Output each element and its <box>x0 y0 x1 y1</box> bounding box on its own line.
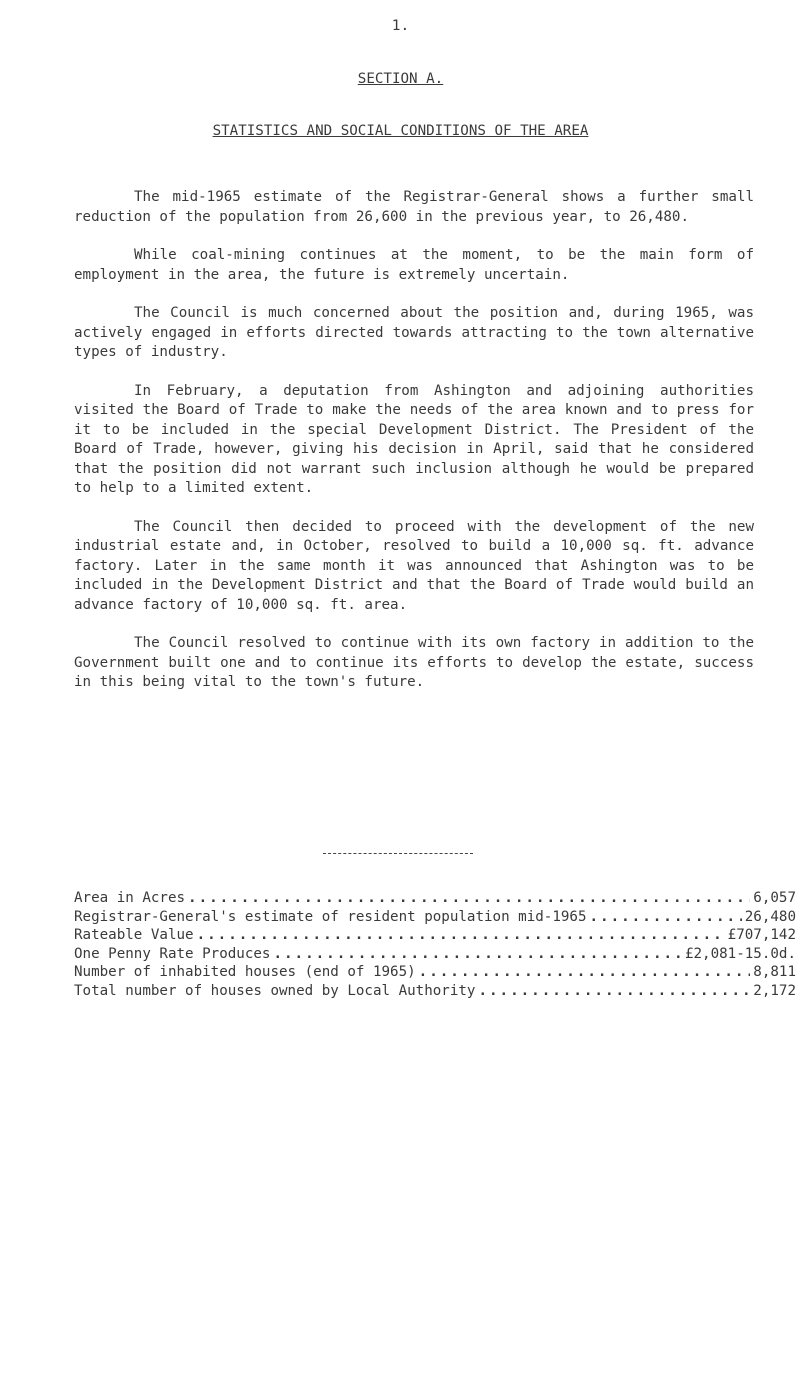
stat-row-authority-houses <box>74 982 796 1001</box>
dot-leader <box>188 889 750 908</box>
dot-leader <box>590 908 742 927</box>
paragraph-employment: While coal-mining continues at the moment, to be the main form of employment in the area, the future is extremely uncertain. <box>74 247 754 283</box>
stat-row-rateable-value <box>74 926 796 945</box>
stat-row-penny-rate <box>74 945 796 964</box>
section-divider <box>323 853 473 854</box>
paragraph-industrial-estate: The Council then decided to proceed with the development of the new industrial estate and, in October, resolved to build a 10,000 sq. ft. advance factory. Later in the same month it was announced that Ashington was to be included in the Development District and that the Board of Trade would build an advance factory of 10,000 sq. ft. area. <box>74 518 754 613</box>
stat-label: Number of inhabited houses (end of 1965) <box>74 964 416 980</box>
stat-label: Total number of houses owned by Local Authority <box>74 982 476 999</box>
stat-label: Rateable Value <box>74 927 194 943</box>
section-title: SECTION A. <box>357 71 444 87</box>
dot-leader <box>419 963 751 982</box>
stat-value: 8,811 <box>753 964 796 980</box>
stat-label: Area in Acres <box>74 890 186 906</box>
paragraph-deputation: In February, a deputation from Ashington and adjoining authorities visited the Board of Trade to make the needs of the area known and to press for it to be included in the special Development District. The President of the Board of Trade, however, giving his decision in April, said that he considered that the position did not warrant such inclusion although he would be prepared to help to a limited extent. <box>74 382 754 496</box>
dot-leader <box>197 926 725 945</box>
section-subtitle: STATISTICS AND SOCIAL CONDITIONS OF THE AREA <box>212 123 589 139</box>
page-number: 1. <box>391 18 410 34</box>
stat-row-inhabited-houses <box>74 963 796 982</box>
statistics-list <box>74 889 796 1000</box>
paragraph-council-concern: The Council is much concerned about the position and, during 1965, was actively engaged in efforts directed towards attracting to the town alternative types of industry. <box>74 305 754 360</box>
stat-row-population <box>74 908 796 927</box>
stat-value: 2,172 <box>753 982 796 999</box>
stat-value: £707,142 <box>727 927 796 943</box>
stat-value: 6,057 <box>753 890 796 906</box>
stat-value: £2,081-15.0d. <box>684 945 796 962</box>
paragraph-population: The mid-1965 estimate of the Registrar-General shows a further small reduction of the population from 26,600 in the previous year, to 26,480. <box>74 189 754 225</box>
stat-label: One Penny Rate Produces <box>74 945 271 962</box>
body-text <box>74 188 754 712</box>
dot-leader <box>273 945 681 964</box>
stat-value: 26,480 <box>744 908 796 925</box>
dot-leader <box>478 982 750 1001</box>
stat-row-area <box>74 889 796 908</box>
paragraph-factory-resolution: The Council resolved to continue with its own factory in addition to the Government built one and to continue its efforts to develop the estate, success in this being vital to the town's future. <box>74 635 754 690</box>
stat-label: Registrar-General's estimate of resident population mid-1965 <box>74 908 587 925</box>
